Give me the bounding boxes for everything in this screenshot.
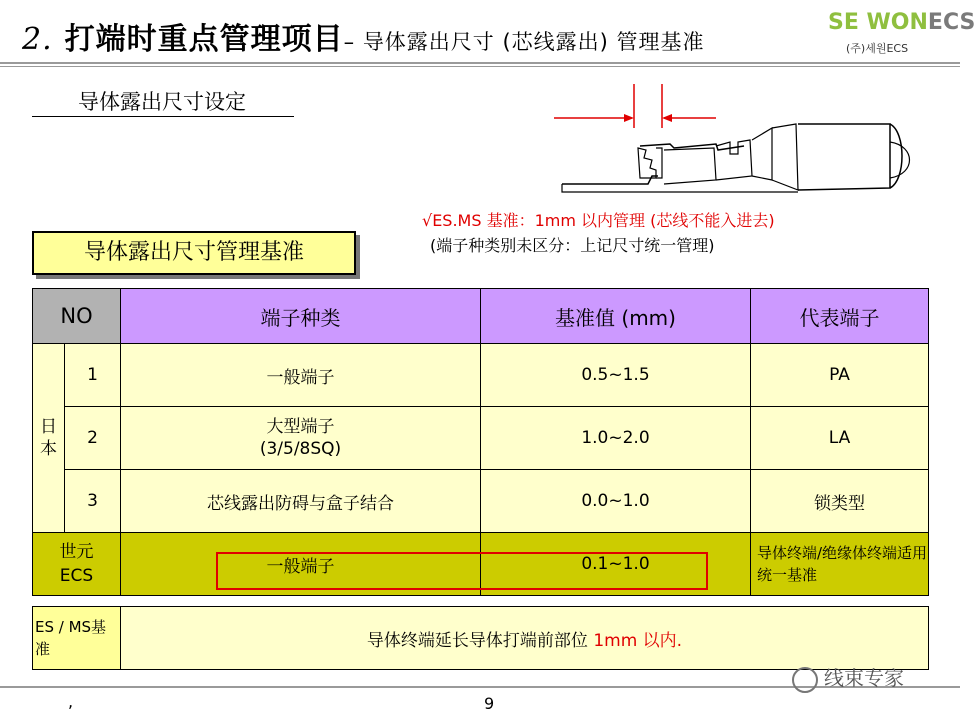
logo-subtitle: (주)세원ECS — [846, 42, 909, 55]
page-number: 9 — [484, 694, 495, 713]
title-main: 打端时重点管理项目 — [64, 22, 344, 57]
seyuan-representative-terminal: 导体终端/绝缘体终端适用统一基准 — [751, 533, 929, 596]
header-divider — [0, 62, 960, 64]
highlight-box — [216, 552, 708, 590]
header-standard-value: 基准值 (mm) — [481, 289, 751, 344]
title-dash: – — [343, 30, 363, 54]
row-representative-terminal: PA — [751, 344, 929, 407]
row-no: 1 — [65, 344, 121, 407]
header-terminal-type: 端子种类 — [121, 289, 481, 344]
table-row — [33, 407, 929, 470]
row-terminal-type: 一般端子 — [121, 344, 481, 407]
table-row — [33, 470, 929, 533]
logo-brand-ecs: ECS — [927, 10, 975, 35]
seyuan-label — [33, 533, 121, 596]
watermark-text: 线束专家 — [824, 666, 904, 690]
company-logo — [828, 8, 975, 64]
wechat-watermark — [792, 662, 904, 693]
row-terminal-type: 芯线露出防碍与盒子结合 — [121, 470, 481, 533]
table-row — [33, 344, 929, 407]
row-terminal-type-sub: (3/5/8SQ) — [259, 439, 342, 459]
logo-brand — [828, 10, 975, 35]
esms-row — [33, 607, 929, 670]
row-representative-terminal: LA — [751, 407, 929, 470]
setting-underline — [32, 116, 294, 117]
header-representative-terminal: 代表端子 — [751, 289, 929, 344]
group-japan-label: 日本 — [40, 417, 57, 459]
logo-brand-main: SE WON — [828, 10, 928, 35]
page-title — [22, 14, 705, 58]
terminal-crimp-drawing-icon — [540, 84, 920, 212]
standard-title-box: 导体露出尺寸管理基准 — [32, 231, 356, 275]
esms-text — [121, 607, 929, 670]
row-no: 2 — [65, 407, 121, 470]
row-terminal-type-main: 大型端子 — [266, 417, 335, 437]
row-standard-value: 1.0~2.0 — [481, 407, 751, 470]
row-standard-value: 0.5~1.5 — [481, 344, 751, 407]
esms-text-main: 导体终端延长导体打端前部位 — [366, 630, 594, 651]
esms-label: ES / MS基准 — [33, 607, 121, 670]
seyuan-label-line2: ECS — [59, 566, 94, 586]
seyuan-label-line1: 世元 — [59, 542, 94, 562]
setting-label: 导体露出尺寸设定 — [78, 90, 246, 114]
header-no: NO — [33, 289, 121, 344]
table-header-row — [33, 289, 929, 344]
row-representative-terminal: 锁类型 — [751, 470, 929, 533]
esms-standard-table — [32, 606, 929, 670]
esms-text-red: 1mm 以内. — [593, 630, 683, 651]
seyuan-standard-value: 0.1~1.0 — [481, 533, 751, 596]
group-japan — [33, 344, 65, 533]
terminal-type-note: (端子种类别未区分：上记尺寸统一管理) — [430, 236, 715, 255]
standard-table — [32, 288, 929, 596]
row-standard-value: 0.0~1.0 — [481, 470, 751, 533]
footer-comma: , — [68, 692, 74, 711]
row-no: 3 — [65, 470, 121, 533]
title-subtitle: 导体露出尺寸 (芯线露出) 管理基准 — [362, 30, 705, 54]
section-number: 2. — [22, 22, 53, 57]
header-divider-thin — [0, 66, 960, 67]
wechat-icon — [792, 667, 818, 693]
row-terminal-type — [121, 407, 481, 470]
es-ms-standard-note: √ES.MS 基准：1mm 以内管理 (芯线不能入进去) — [422, 211, 775, 230]
seyuan-terminal-type: 一般端子 — [121, 533, 481, 596]
